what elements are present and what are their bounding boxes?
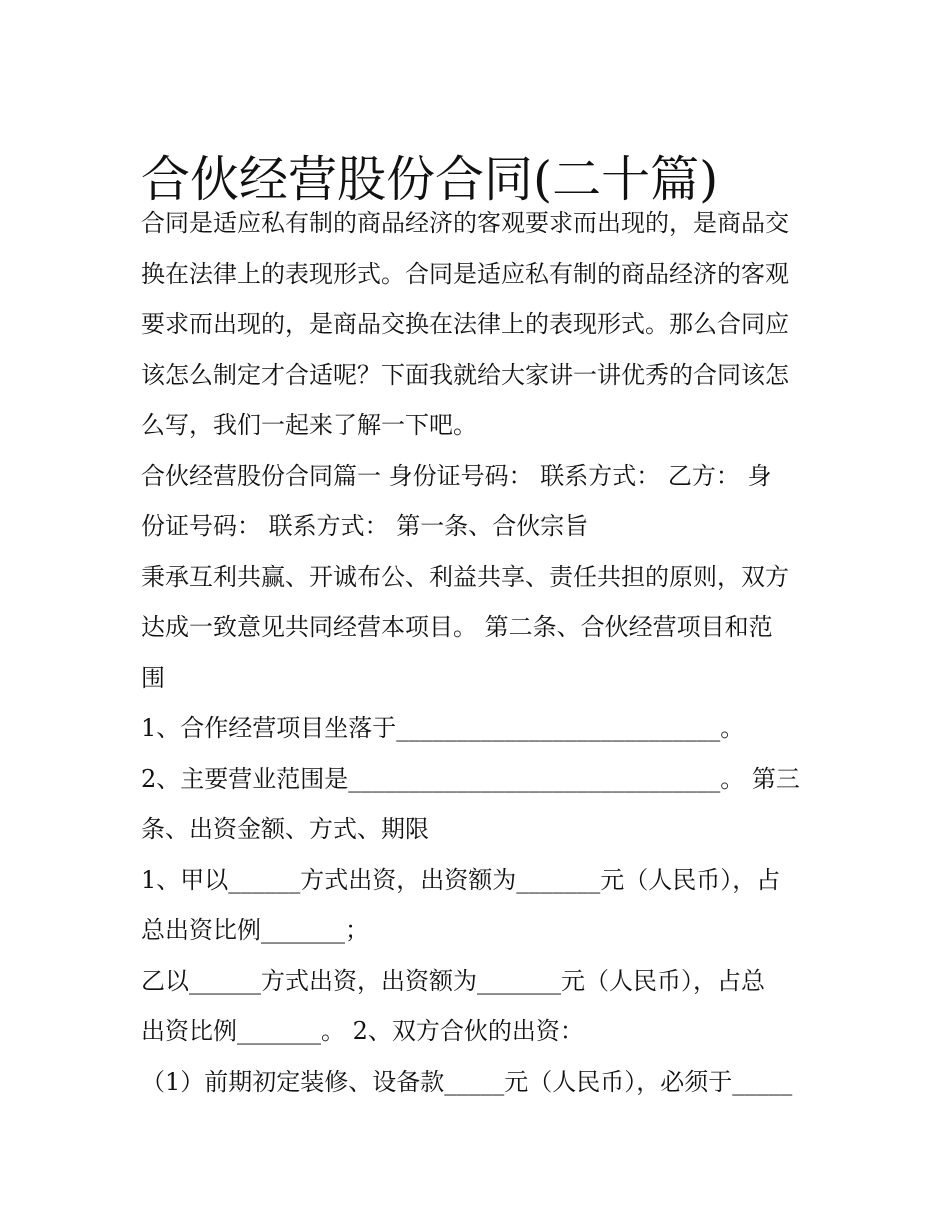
body-line: 乙以______方式出资，出资额为_______元（人民币），占总 (141, 966, 765, 995)
body-line: 条、出资金额、方式、期限 (141, 815, 429, 843)
body-line: 该怎么制定才合适呢？下面我就给大家讲一讲优秀的合同该怎 (141, 360, 789, 389)
body-line: 换在法律上的表现形式。合同是适应私有制的商品经济的客观 (141, 259, 789, 288)
body-line: 1、合作经营项目坐落于___________________________。 (141, 714, 745, 742)
body-line: 合同是适应私有制的商品经济的客观要求而出现的，是商品交 (141, 209, 789, 237)
body-line: 出资比例_______。 2、双方合伙的出资： (141, 1017, 584, 1045)
body-line: （1）前期初定装修、设备款_____元（人民币），必须于_____ (141, 1067, 793, 1096)
body-line: 围 (141, 663, 165, 692)
body-line: 达成一致意见共同经营本项目。 第二条、合伙经营项目和范 (141, 613, 773, 641)
body-line: 合伙经营股份合同篇一 身份证号码： 联系方式： 乙方： 身 (141, 461, 772, 490)
body-line: 2、主要营业范围是_______________________________。 第三 (141, 764, 800, 793)
body-line: 秉承互利共赢、开诚布公、利益共享、责任共担的原则，双方 (141, 562, 789, 591)
body-line: 1、甲以______方式出资，出资额为_______元（人民币），占 (141, 865, 781, 894)
body-line: 么写，我们一起来了解一下吧。 (141, 411, 477, 439)
body-line: 要求而出现的，是商品交换在法律上的表现形式。那么合同应 (141, 310, 789, 338)
document-title: 合伙经营股份合同(二十篇) (141, 150, 719, 208)
body-line: 份证号码： 联系方式： 第一条、合伙宗旨 (141, 512, 589, 540)
document-body (141, 198, 816, 1107)
body-line: 总出资比例_______； (141, 916, 369, 944)
